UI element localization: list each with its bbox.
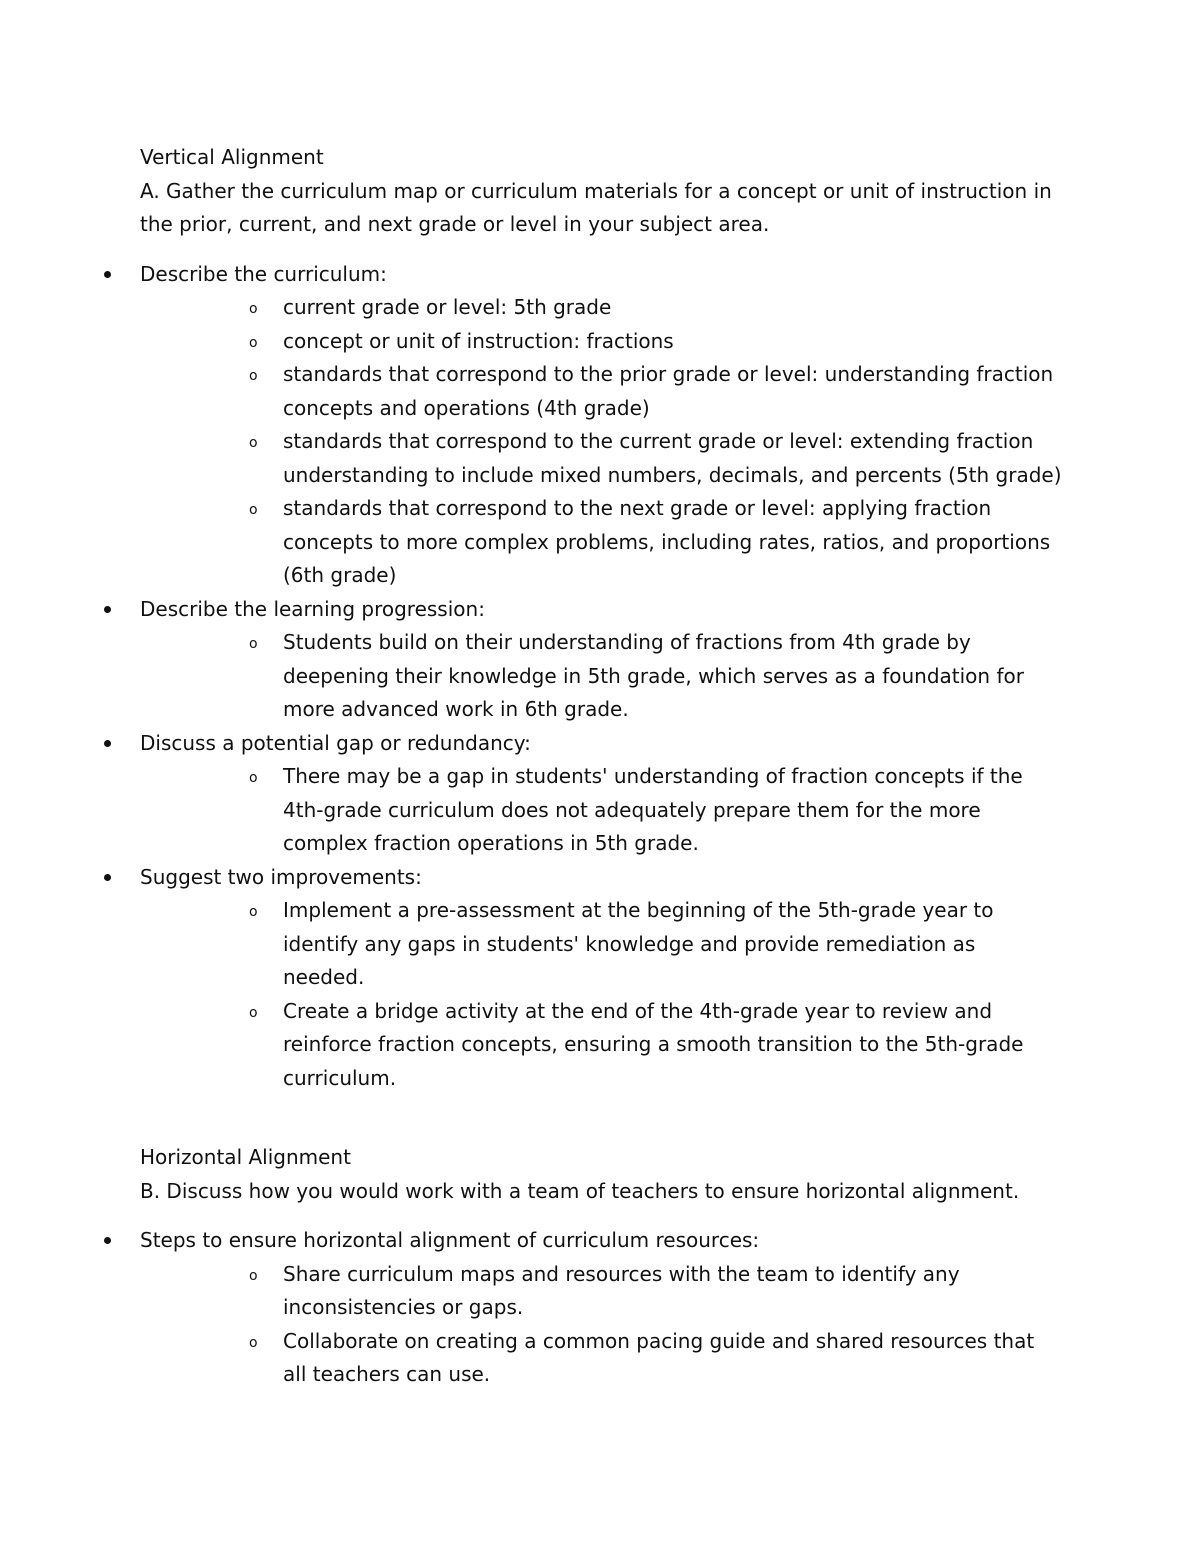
sub-list-item <box>249 894 1060 995</box>
list-item <box>140 727 1060 861</box>
bullet-label: Steps to ensure horizontal alignment of curriculum resources: <box>140 1228 760 1252</box>
sub-item-text: Collaborate on creating a common pacing guide and shared resources that all teachers can use. <box>283 1328 1035 1386</box>
list-item <box>140 1224 1060 1392</box>
circle-marker-icon: o <box>249 1004 258 1021</box>
bullet-label: Suggest two improvements: <box>140 864 422 889</box>
horizontal-alignment-heading: Horizontal Alignment <box>140 1145 351 1169</box>
sub-item-text: standards that correspond to the current grade or level: extending fraction understanding to include mixed numbers, decimals, and percents (5th grade) <box>283 429 1062 487</box>
sub-list <box>140 1258 1060 1392</box>
horizontal-bullet-list <box>140 1224 1060 1392</box>
vertical-alignment-heading: Vertical Alignment <box>140 145 324 169</box>
bullet-icon <box>104 1237 111 1244</box>
bullet-label: Discuss a potential gap or redundancy: <box>140 730 531 755</box>
sub-list-item <box>249 291 1060 325</box>
circle-marker-icon: o <box>249 368 258 384</box>
bullet-icon <box>104 874 111 881</box>
sub-item-text: Students build on their understanding of fractions from 4th grade by deepening their knowledge in 5th grade, which serves as a foundation for more advanced work in 6th grade. <box>283 630 1024 721</box>
circle-marker-icon: o <box>249 301 258 317</box>
circle-marker-icon: o <box>249 334 258 351</box>
sub-item-text: current grade or level: 5th grade <box>283 295 612 319</box>
circle-marker-icon: o <box>249 770 258 786</box>
vertical-alignment-intro: A. Gather the curriculum map or curriculum materials for a concept or unit of instruction in the prior, current, and next grade or level in your subject area. <box>140 178 1052 236</box>
circle-marker-icon: o <box>249 636 258 652</box>
bullet-label: Describe the curriculum: <box>140 261 387 286</box>
sub-item-text: concept or unit of instruction: fractions <box>283 328 674 353</box>
horizontal-alignment-section <box>140 1141 1060 1392</box>
list-item <box>140 258 1060 593</box>
bullet-icon <box>104 606 111 613</box>
sub-item-text: standards that correspond to the next grade or level: applying fraction concepts to more complex problems, including rates, ratios, and proportions (6th grade) <box>283 496 1051 587</box>
sub-list-item <box>249 995 1060 1096</box>
sub-list <box>140 291 1060 593</box>
sub-list-item <box>249 626 1060 727</box>
sub-list <box>140 626 1060 727</box>
circle-marker-icon: o <box>249 1267 258 1284</box>
sub-list-item <box>249 325 1060 359</box>
sub-item-text: Share curriculum maps and resources with the team to identify any inconsistencies or gaps. <box>283 1261 960 1319</box>
circle-marker-icon: o <box>249 904 258 920</box>
circle-marker-icon: o <box>249 1334 258 1351</box>
sub-item-text: Create a bridge activity at the end of the 4th-grade year to review and reinforce fraction concepts, ensuring a smooth transition to the 5th-grade curriculum. <box>283 998 1024 1090</box>
sub-list <box>140 760 1060 861</box>
sub-list-item <box>249 492 1060 593</box>
sub-list-item <box>249 1258 1060 1325</box>
sub-list-item <box>249 760 1060 861</box>
circle-marker-icon: o <box>249 435 258 451</box>
sub-list-item <box>249 1325 1060 1392</box>
vertical-bullet-list <box>140 258 1060 1096</box>
sub-item-text: Implement a pre-assessment at the beginning of the 5th-grade year to identify any gaps in students' knowledge and provide remediation as needed. <box>283 898 994 989</box>
list-item <box>140 593 1060 727</box>
circle-marker-icon: o <box>249 502 258 518</box>
sub-list-item <box>249 358 1060 425</box>
horizontal-alignment-intro: B. Discuss how you would work with a team of teachers to ensure horizontal alignment. <box>140 1178 1020 1203</box>
list-item <box>140 861 1060 1096</box>
bullet-label: Describe the learning progression: <box>140 596 485 621</box>
sub-list <box>140 894 1060 1095</box>
vertical-alignment-section <box>140 141 1060 1095</box>
sub-item-text: standards that correspond to the prior grade or level: understanding fraction concepts and operations (4th grade) <box>283 362 1054 420</box>
bullet-icon <box>104 271 111 278</box>
sub-item-text: There may be a gap in students' understanding of fraction concepts if the 4th-grade curriculum does not adequately prepare them for the more complex fraction operations in 5th grade. <box>283 764 1023 855</box>
bullet-icon <box>104 740 111 747</box>
sub-list-item <box>249 425 1062 492</box>
